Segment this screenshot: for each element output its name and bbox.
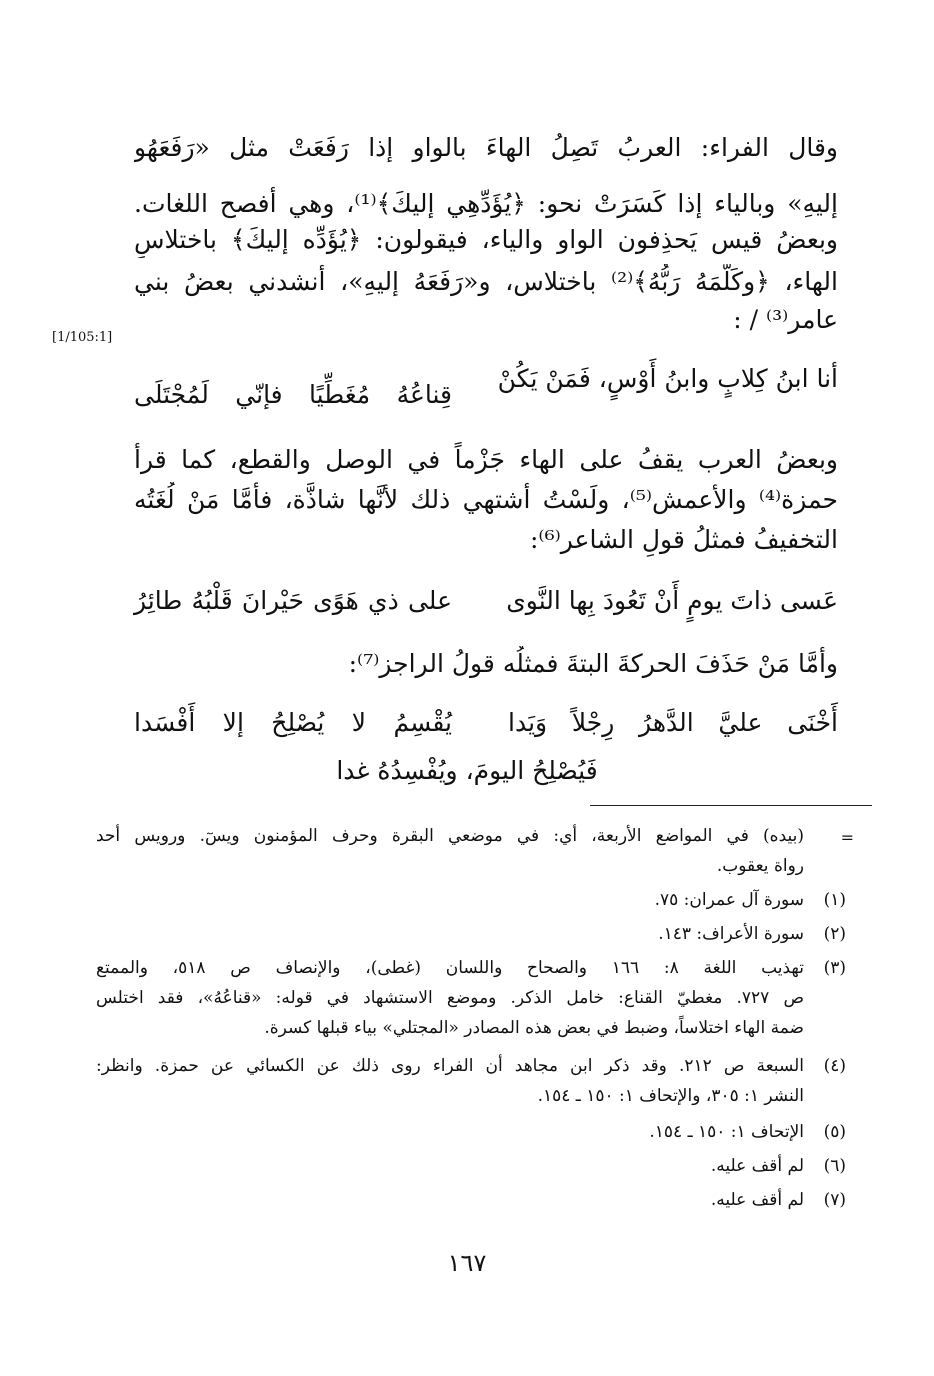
footnote-number-5: (٥): [823, 1122, 846, 1142]
body-line-8: التخفيفُ فمثلُ قولِ الشاعر⁽⁶⁾:: [529, 525, 838, 554]
margin-reference: [1/105:1]: [52, 330, 113, 345]
body-line-1: وقال الفراء: العربُ تَصِلُ الهاءَ بالواو إذا رَفَعَتْ مثل «رَفَعَهُو: [134, 133, 838, 162]
verse3-second-hemistich: يُقْسِمُ لا يُصْلِحُ إلا أَفْسَدا: [134, 708, 452, 737]
footnote-continuation-line-2: رواة يعقوب.: [716, 856, 804, 876]
footnote-text-2: سورة الأعراف: ١٤٣.: [658, 924, 804, 944]
footnote-number-6: (٦): [823, 1156, 846, 1176]
page-number: ١٦٧: [447, 1249, 487, 1277]
body-line-2: إليهِ» وبالياء إذا كَسَرَتْ نحو: ﴿يُؤَدِّهِي إليكَ﴾⁽¹⁾، وهي أفصح اللغات.: [134, 189, 838, 218]
body-line-9: وأمَّا مَنْ حَذَفَ الحركةَ البتةَ فمثلُه قولُ الراجز⁽⁷⁾:: [348, 649, 838, 678]
footnote-continuation-mark: =: [840, 828, 854, 847]
footnote-text-3-line-3: ضمة الهاء اختلاساً، وضبط في بعض هذه المصادر «المجتلي» بياء قبلها كسرة.: [264, 1018, 804, 1038]
body-line-6: وبعضُ العرب يقفُ على الهاء جَزْماً في الوصل والقطع، كما قرأ: [134, 445, 838, 474]
footnote-text-1: سورة آل عمران: ٧٥.: [654, 890, 804, 910]
body-line-5: عامر⁽³⁾ / :: [733, 305, 838, 334]
footnote-number-3: (٣): [823, 958, 846, 978]
verse1-first-hemistich: أنا ابنُ كِلابٍ وابنُ أَوْسٍ، فَمَنْ يَكُنْ: [497, 364, 838, 393]
verse2-second-hemistich: على ذي هَوًى حَيْرانَ قَلْبُهُ طائِرُ: [134, 586, 452, 615]
footnote-text-7: لم أقف عليه.: [710, 1190, 804, 1210]
footnote-text-3-line-1: تهذيب اللغة ٨: ١٦٦ والصحاح واللسان (غطى)، والإنصاف ص ٥١٨، والممتع: [96, 958, 804, 978]
footnote-continuation-line-1: (بيده) في المواضع الأربعة، أي: في موضعي البقرة وحرف المؤمنون ويسٓ. ورويس أحد: [96, 826, 804, 846]
verse3-first-hemistich: أَخْنَى عليَّ الدَّهرُ رِجْلاً وَيَدا: [508, 708, 838, 737]
footnote-text-6: لم أقف عليه.: [710, 1156, 804, 1176]
footnote-number-1: (١): [823, 890, 846, 910]
footnote-number-7: (٧): [823, 1190, 846, 1210]
footnote-number-2: (٢): [823, 924, 846, 944]
body-line-3: وبعضُ قيس يَحذِفون الواو والياء، فيقولون: ﴿يُؤَدِّه إليكَ﴾ باختلاسِ: [134, 225, 838, 254]
footnote-separator: [590, 805, 872, 806]
verse1-second-hemistich: قِناعُهُ مُغَطِّيًا فإنّي لَمُجْتَلَى: [134, 380, 452, 409]
body-line-7: حمزة⁽⁴⁾ والأعمش⁽⁵⁾، ولَسْتُ أشتهي ذلك لأنَّها شاذَّة، فأمَّا مَنْ لُغَتُه: [134, 485, 838, 514]
footnote-text-4-line-1: السبعة ص ٢١٢. وقد ذكر ابن مجاهد أن الفراء روى ذلك عن الكسائي عن حمزة. وانظر:: [96, 1056, 804, 1076]
footnote-number-4: (٤): [823, 1056, 846, 1076]
footnote-text-4-line-2: النشر ١: ٣٠٥، والإتحاف ١: ١٥٠ ـ ١٥٤.: [537, 1086, 804, 1106]
footnote-text-5: الإتحاف ١: ١٥٠ ـ ١٥٤.: [649, 1122, 804, 1142]
body-line-4: الهاء، ﴿وكَلَّمَهُ رَبُّهُ﴾⁽²⁾ باختلاس، و«رَفَعَهُ إليهِ»، أنشدني بعضُ بني: [134, 267, 838, 296]
footnote-text-3-line-2: ص ٧٢٧. مغطيّ القناع: خامل الذكر. وموضع الاستشهاد في قوله: «قناعُهُ»، فقد اختلس: [96, 988, 804, 1008]
verse2-first-hemistich: عَسى ذاتَ يومٍ أَنْ تَعُودَ بِها النَّوى: [506, 586, 838, 615]
verse3-third-line: فَيُصْلِحُ اليومَ، ويُفْسِدُهُ غدا: [336, 756, 598, 785]
